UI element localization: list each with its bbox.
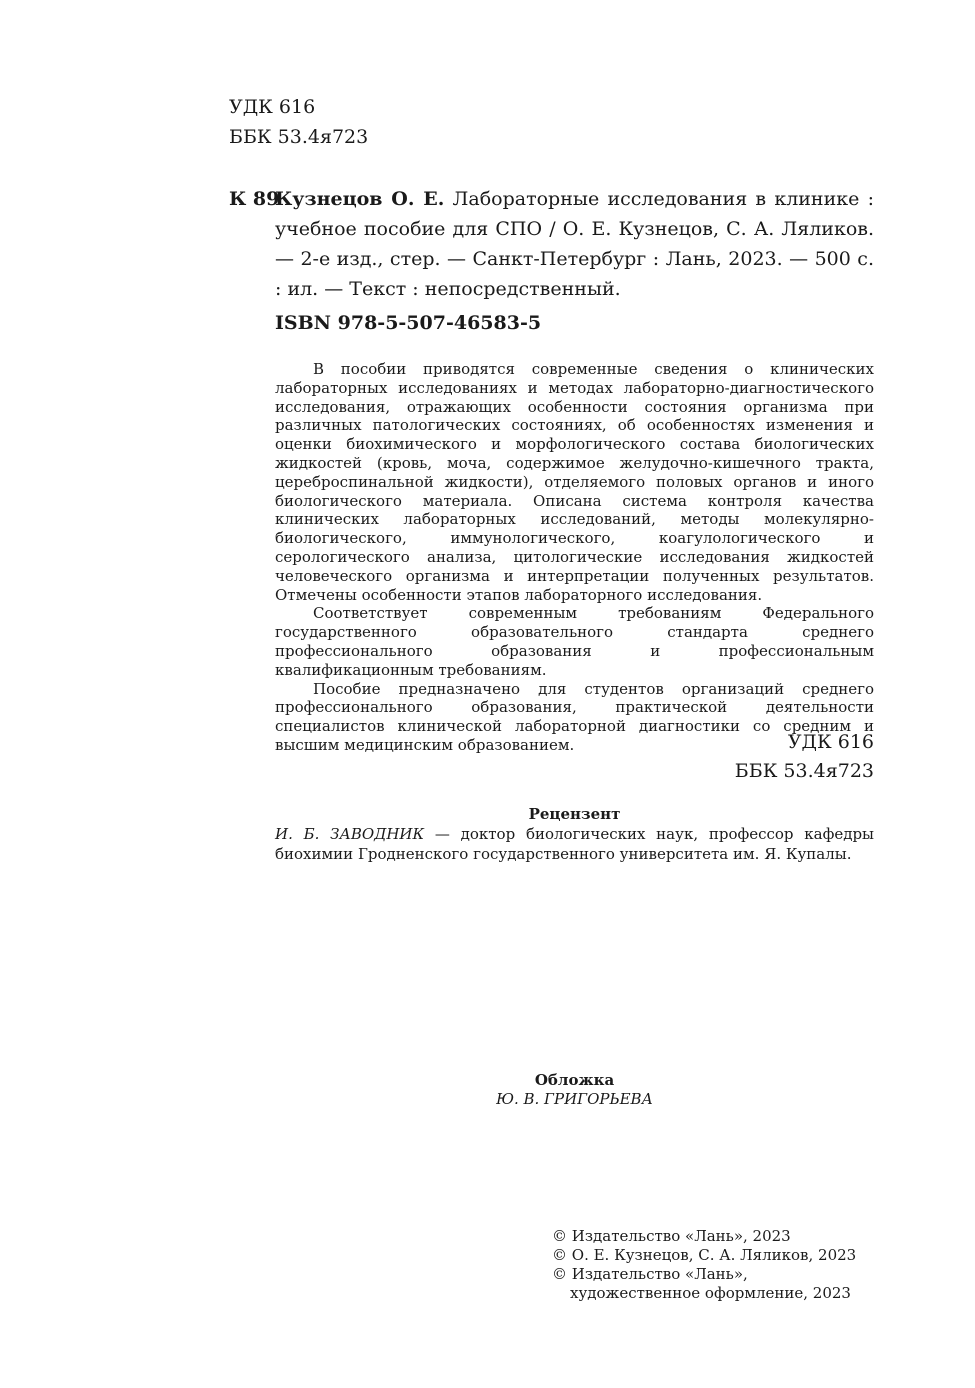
copyright-line: © Издательство «Лань», 2023 — [552, 1227, 791, 1245]
reviewer-text — [275, 824, 874, 864]
abstract-paragraph: В пособии приводятся современные сведения о клинических лабораторных исследованиях и методах лабораторно-диагностического исследования, отражающих особенности состояния организма при различных патологических состояниях, об особенностях изменения и оценки биохимического и морфологического состава биологических жидкостей (кровь, моча, содержимое желудочно-кишечного тракта, цереброспинальной жидкости), отделяемого половых органов и иного биологического материала. Описана система контроля качества клинических лабораторных исследований, методы молекулярно-биологического, иммунологического, коагулологического и серологического анализа, цитологические исследования жидкостей человеческого организма и интерпретации полученных результатов. Отмечены особенности этапов лабораторного исследования. — [275, 360, 874, 604]
reviewer-description: — доктор биологических наук, профессор кафедры биохимии Гродненского государственного университета им. Я. Купалы. — [275, 825, 874, 863]
description-text: Лабораторные исследования в клинике : учебное пособие для СПО / О. Е. Кузнецов, С. А. Ляликов. — 2-е изд., стер. — Санкт-Петербург : Лань, 2023. — 500 с. : ил. — Текст : непосредственный. — [275, 188, 874, 300]
abstract — [275, 360, 874, 755]
abstract-paragraph: Соответствует современным требованиям Федерального государственного образовательного стандарта среднего профессионального образования и профессиональным квалификационным требованиям. — [275, 604, 874, 679]
udk-code: УДК 616 — [787, 731, 874, 753]
cover-block — [275, 1071, 874, 1109]
cover-heading: Обложка — [534, 1071, 615, 1089]
top-classification — [229, 92, 368, 152]
reviewer-block — [275, 804, 874, 864]
reviewer-name: И. Б. ЗАВОДНИК — [275, 825, 425, 843]
bibliographic-entry — [229, 184, 874, 304]
bbk-code: ББК 53.4я723 — [229, 126, 369, 148]
cover-designer: Ю. В. ГРИГОРЬЕВА — [496, 1090, 653, 1108]
author-sign: К 89 — [229, 188, 280, 210]
udk-code: УДК 616 — [229, 96, 316, 118]
bibliographic-description — [275, 184, 874, 304]
copyright-line: © Издательство «Лань», — [552, 1265, 748, 1283]
reviewer-heading: Рецензент — [528, 805, 621, 823]
copyright-line: © О. Е. Кузнецов, С. А. Ляликов, 2023 — [552, 1246, 857, 1264]
abstract-paragraph: Пособие предназначено для студентов организаций среднего профессионального образования, практической деятельности специалистов клинической лабораторной диагностики со средним и высшим медицинским образованием. — [275, 679, 874, 754]
copyright-block — [552, 1227, 856, 1303]
copyright-line: художественное оформление, 2023 — [570, 1284, 851, 1302]
author-name: Кузнецов О. Е. — [275, 188, 445, 210]
bottom-classification — [600, 728, 874, 786]
isbn: ISBN 978-5-507-46583-5 — [275, 312, 542, 334]
bbk-code: ББК 53.4я723 — [734, 760, 874, 782]
